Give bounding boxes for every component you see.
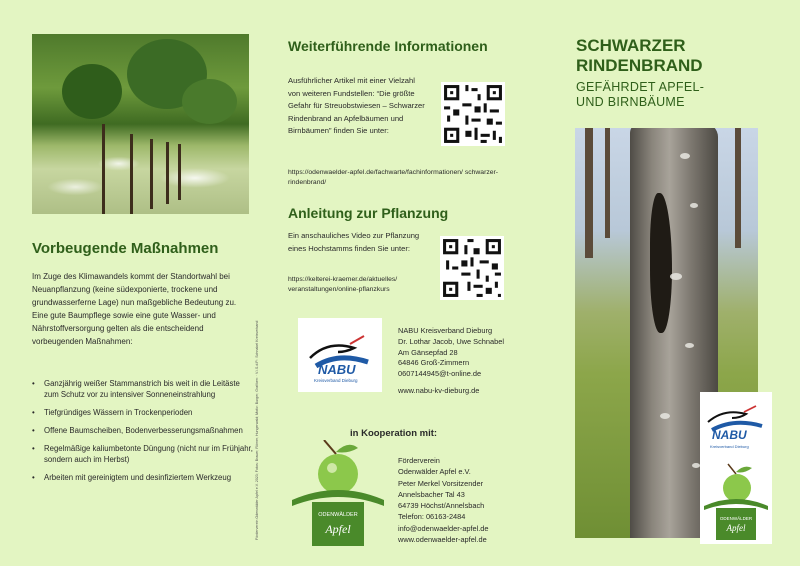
contact-line: Förderverein <box>398 456 440 465</box>
oa-logo-line1: ODENWÄLDER <box>318 512 358 518</box>
contact-phone: Telefon: 06163-2484 <box>398 512 466 522</box>
preventive-intro-text: Im Zuge des Klimawandels kommt der Standortwahl bei Neuanpflanzung (keine südexponierte, trockene und grundwasserferne Lage) nun maßgebliche Bedeutung zu. Eine gute Baumpflege sowie eine gute Wasser- und Nährstoffversorgung gelten als die entscheidend vorbeugenden Maßnahmen: <box>32 272 237 346</box>
list-item: • Regelmäßige kaliumbetonte Düngung (nicht nur im Frühjahr, sondern auch im Herbst) <box>32 443 254 465</box>
contact-line: 64846 Groß-Zimmern <box>398 358 470 368</box>
nabu-logo <box>298 318 382 392</box>
qr-code-video[interactable] <box>440 236 504 300</box>
qr-code-icon <box>440 236 504 300</box>
oa-logo-line2: Apfel <box>726 523 746 533</box>
contact-line: Dr. Lothar Jacob, Uwe Schnabel <box>398 336 504 346</box>
qr-code-article[interactable] <box>441 82 505 146</box>
nabu-website-link[interactable]: www.nabu-kv-dieburg.de <box>398 385 480 395</box>
preventive-measures-heading: Vorbeugende Maßnahmen <box>32 240 219 257</box>
nabu-logo-text: NABU <box>318 362 356 377</box>
cooperation-heading: in Kooperation mit: <box>350 428 438 439</box>
orchard-photo <box>32 34 249 214</box>
video-url[interactable]: https://kelterei-kraemer.de/aktuelles/ veranstaltungen/online-pflanzkurs <box>288 276 398 293</box>
further-info-text: Ausführlicher Artikel mit einer Vielzahl von weiteren Fundstellen: “Die größte Gefahr für Streuobstwiesen – Schwarzer Rindenbrand an Apfelbäumen und Birnbäumen” finden Sie unter: <box>288 76 425 135</box>
contact-line: Odenwälder Apfel e.V. <box>398 467 471 477</box>
list-item: • Offene Baumscheiben, Bodenverbesserungsmaßnahmen <box>32 425 254 436</box>
nabu-email[interactable]: 0607144945@t-online.de <box>398 369 482 379</box>
planting-guide-heading: Anleitung zur Pflanzung <box>288 205 449 221</box>
oa-logo-line1: ODENWÄLDER <box>719 516 753 521</box>
oa-email[interactable]: info@odenwaelder-apfel.de <box>398 523 489 533</box>
list-item: • Arbeiten mit gereinigtem und desinfiziertem Werkzeug <box>32 472 254 483</box>
preventive-measures-list <box>32 378 254 490</box>
contact-line: Annelsbacher Tal 43 <box>398 489 465 499</box>
contact-line: NABU Kreisverband Dieburg <box>398 326 493 335</box>
cover-logos <box>700 392 772 544</box>
title-line: RINDENBRAND <box>576 56 703 75</box>
nabu-logo-text: NABU <box>712 428 747 442</box>
cover-subtitle <box>576 80 704 110</box>
further-info-heading: Weiterführende Informationen <box>288 38 488 54</box>
qr-code-icon <box>441 82 505 146</box>
nabu-logo-subtext: Kreisverband Dieburg <box>710 444 749 449</box>
nabu-stork-icon <box>700 392 772 452</box>
title-line: SCHWARZER <box>576 36 686 55</box>
cover-title <box>576 36 703 76</box>
subtitle-line: UND BIRNBÄUME <box>576 95 685 109</box>
contact-line: 64739 Höchst/Annelsbach <box>398 501 485 511</box>
oa-contact-block <box>398 455 489 545</box>
imprint-credit: Förderverein Odenwälder Apfel e.V. 2023; Fotos: Brauer, Römer, Hungerwald; Motiv: Burger, Grafiken: · V.i.S.d.P.: Schnabel Kreisverband <box>255 320 259 540</box>
planting-guide-text: Ein anschauliches Video zur Pflanzung eines Hochstamms finden Sie unter: <box>288 231 420 253</box>
list-item: • Ganzjährig weißer Stammanstrich bis weit in die Leitäste zum Schutz vor zu intensiver Sonneneinstrahlung <box>32 378 254 400</box>
odenwaelder-apfel-logo <box>288 440 388 546</box>
subtitle-line: GEFÄHRDET APFEL- <box>576 80 705 94</box>
oa-logo-line2: Apfel <box>325 522 351 536</box>
contact-line: Peter Merkel Vorsitzender <box>398 478 484 488</box>
oa-website-link[interactable]: www.odenwaelder-apfel.de <box>398 535 487 545</box>
left-panel <box>0 0 264 566</box>
contact-line: Am Gänsepfad 28 <box>398 347 458 357</box>
nabu-contact-block <box>398 326 504 397</box>
nabu-logo-subtext: Kreisverband Dieburg <box>314 378 358 383</box>
list-item: • Tiefgründiges Wässern in Trockenperioden <box>32 407 254 418</box>
article-url[interactable]: https://odenwaelder-apfel.de/fachwarte/fachinformationen/ schwarzer-rindenbrand/ <box>288 169 499 186</box>
